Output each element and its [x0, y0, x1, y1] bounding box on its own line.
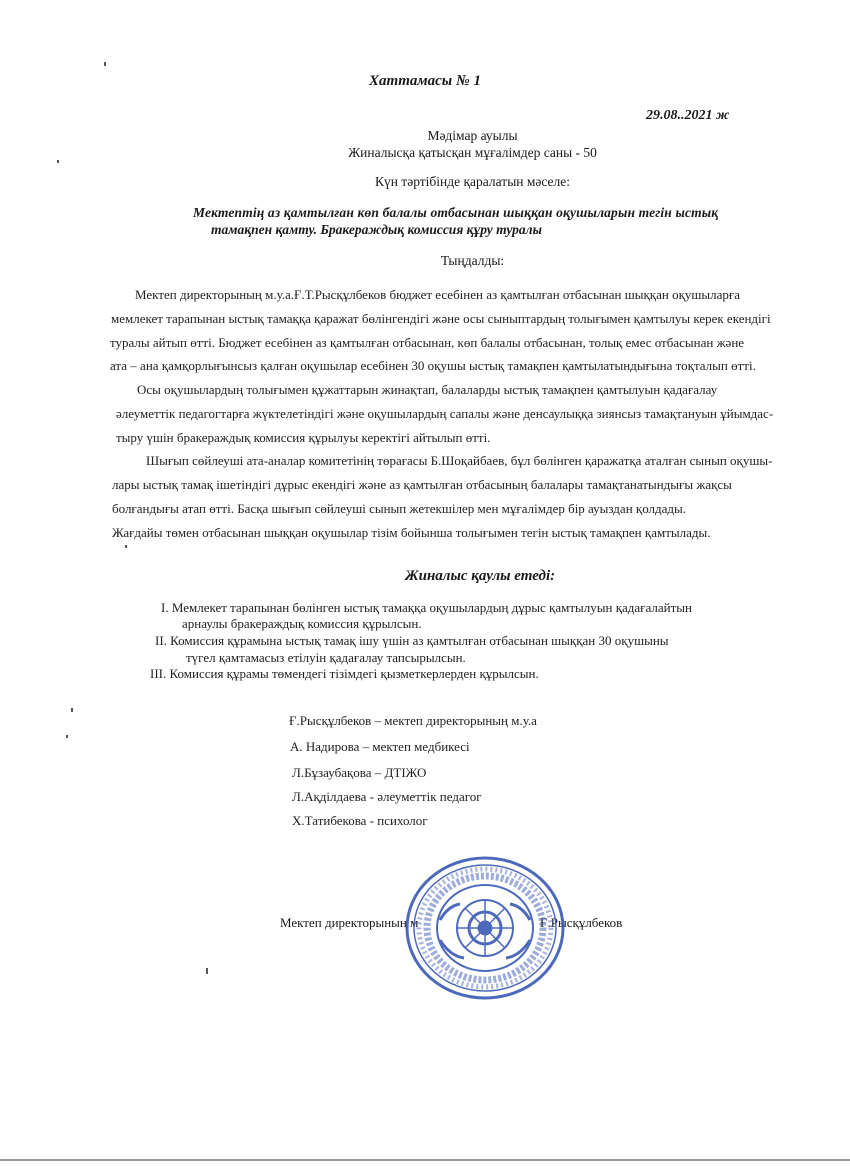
scan-speck — [66, 735, 68, 738]
heard-line: лары ыстық тамақ ішетіндігі дұрыс екендігі және аз қамтылған отбасының балалары тамақтанатындығы жақсы — [112, 477, 732, 492]
member-item: Ғ.Рысқұлбеков – мектеп директорының м.у.а — [289, 713, 537, 728]
scan-speck — [206, 968, 208, 974]
document-title: Хаттамасы № 1 — [369, 73, 481, 89]
scan-speck — [104, 62, 106, 66]
resolution-item: II. Комиссия құрамына ыстық тамақ ішу үшін аз қамтылған отбасынан шыққан 30 оқушыны — [155, 633, 669, 648]
heard-line: ата – ана қамқорлығынсыз қалған оқушылар есебінен 30 оқушы ыстық тамақпен қамтылатындығына тоқталып өтті. — [110, 358, 756, 373]
heard-line: Мектеп директорының м.у.а.Ғ.Т.Рысқұлбеков бюджет есебінен аз қамтылған отбасынан шыққан оқушыларға — [135, 287, 741, 302]
heard-line: Осы оқушылардың толығымен құжаттарын жинақтап, балаларды ыстық тамақпен қамтылуын қадағалау — [137, 382, 718, 397]
heard-line: әлеуметтік педагогтарға жүктелетіндігі және оқушылардың сапалы және денсаулыққа зиянсыз тамақтануын ұйымдас- — [116, 406, 774, 421]
heard-line: туралы айтып өтті. Бюджет есебінен аз қамтылған отбасынан, көп балалы отбасынан, толық емес отбасынан және — [110, 335, 745, 350]
resolution-item: түгел қамтамасыз етілуін қадағалау тапсырылсын. — [186, 650, 466, 665]
resolution-item: I. Мемлекет тарапынан бөлінген ыстық тамаққа оқушылардың дұрыс қамтылуын қадағалайтын — [161, 600, 692, 615]
signature-name: Ғ.Рысқұлбеков — [540, 915, 623, 930]
scan-speck — [125, 545, 127, 548]
scan-speck — [71, 708, 73, 712]
seal-ink — [407, 858, 563, 998]
resolution-item: арнаулы бракераждық комиссия құрылсын. — [182, 616, 422, 631]
agenda-topic-line-2: тамақпен қамту. Бракераждық комиссия құру туралы — [211, 222, 542, 237]
scan-speck — [57, 160, 59, 163]
member-item: А. Надирова – мектеп медбикесі — [290, 739, 470, 754]
member-item: Х.Татибекова - психолог — [292, 813, 428, 828]
agenda-heading: Күн тәртібінде қаралатын мәселе: — [374, 174, 571, 189]
heard-heading: Тыңдалды: — [440, 253, 505, 268]
resolution-item: III. Комиссия құрамы төмендегі тізімдегі қызметкерлерден құрылсын. — [150, 666, 539, 681]
heard-line: тыру үшін бракераждық комиссия құрылуы керектігі айтылып өтті. — [116, 430, 491, 445]
heard-line: болғандығы атап өтті. Басқа шығып сөйлеуші сынып жетекшілер мен мұғалімдер бір ауыздан қолдады. — [112, 501, 687, 516]
document-date: 29.08..2021 ж — [646, 108, 730, 123]
heard-line: мемлекет тарапынан ыстық тамаққа қаражат бөлінгендігі және осы сыныптардың толығымен қамтылуы керек екендігі — [111, 311, 771, 326]
signature-title: Мектеп директорының м — [280, 915, 419, 930]
official-seal — [400, 848, 570, 1008]
attendance-count: Жиналысқа қатысқан мұғалімдер саны - 50 — [348, 145, 597, 160]
heard-line: Шығып сөйлеуші ата-аналар комитетінің төрағасы Б.Шоқайбаев, бұл бөлінген қаражатқа аталған сынып оқушы- — [146, 453, 773, 468]
member-item: Л.Бұзаубақова – ДТІЖО — [292, 765, 427, 780]
resolution-heading: Жиналыс қаулы етеді: — [404, 568, 556, 584]
scan-edge-line — [0, 1159, 850, 1161]
village-name: Мәдімар ауылы — [427, 128, 518, 143]
heard-line: Жағдайы төмен отбасынан шыққан оқушылар тізім бойынша толығымен тегін ыстық тамақпен қамтылады. — [112, 525, 711, 540]
member-item: Л.Ақділдаева - әлеуметтік педагог — [292, 789, 482, 804]
agenda-topic-line-1: Мектептің аз қамтылған көп балалы отбасынан шыққан оқушыларын тегін ыстық — [193, 205, 719, 220]
